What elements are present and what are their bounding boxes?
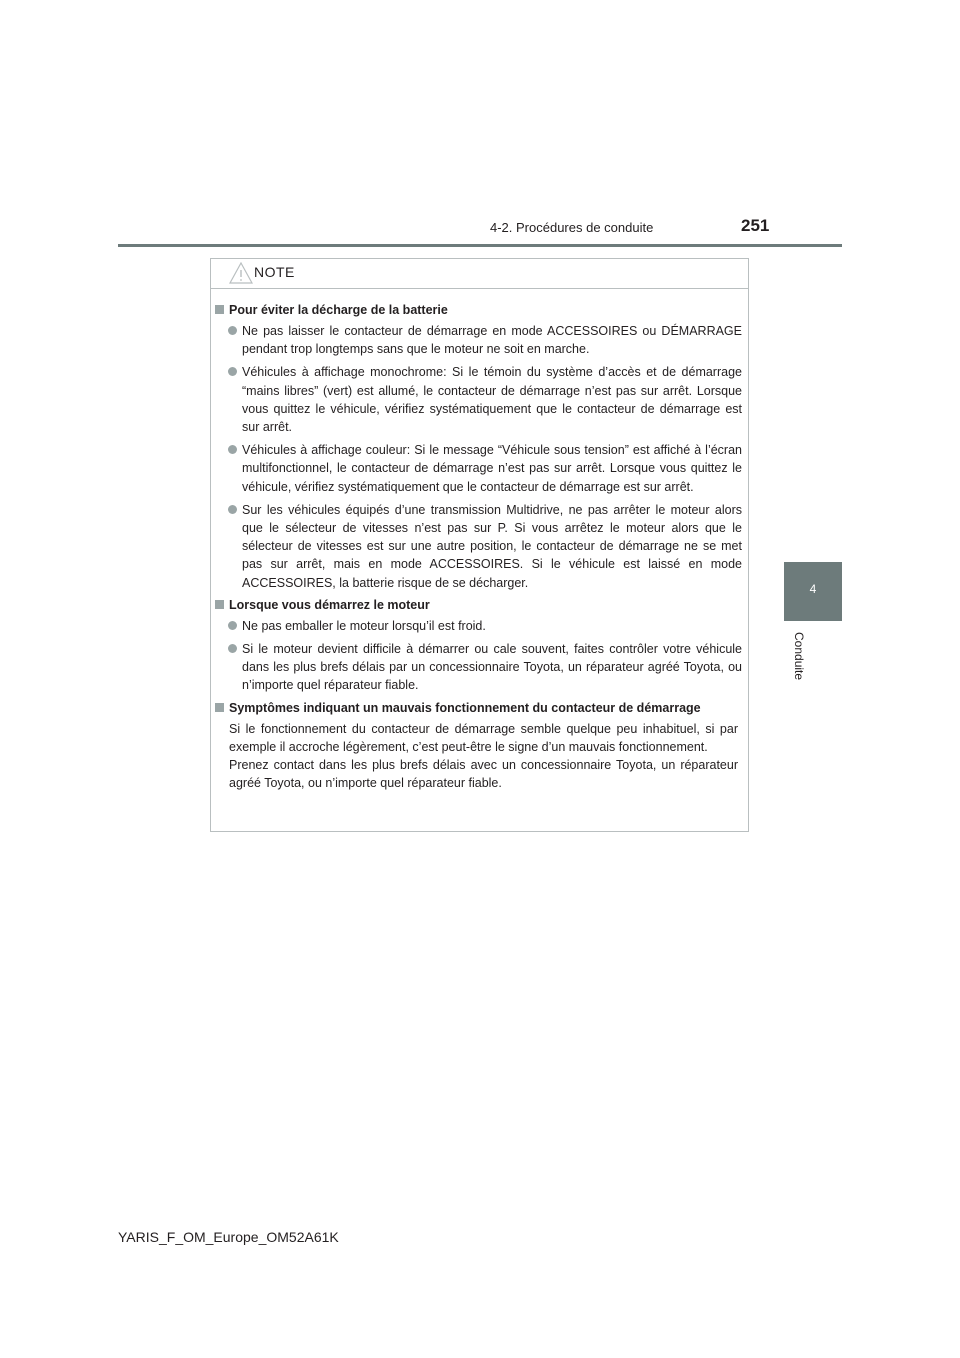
list-item: Si le moteur devient difficile à démarrer ou cale souvent, faites contrôler votre véhicule dans les plus brefs délais par un concessionnaire Toyota, un réparateur agréé Toyota, ou n’importe quel réparateur fiable. (211, 640, 748, 695)
chapter-number: 4 (809, 582, 817, 596)
square-bullet-icon (215, 305, 224, 314)
paragraph: Prenez contact dans les plus brefs délais avec un concessionnaire Toyota, un réparateur agréé Toyota, ou n’importe quel réparateur fiable. (229, 758, 738, 791)
note-content (211, 289, 748, 792)
section-heading: Symptômes indiquant un mauvais fonctionnement du contacteur de démarrage (211, 699, 748, 717)
round-bullet-icon (228, 505, 237, 514)
round-bullet-icon (228, 326, 237, 335)
chapter-label: Conduite (792, 632, 806, 681)
warning-triangle-icon (229, 262, 253, 284)
list-item: Ne pas emballer le moteur lorsqu’il est froid. (211, 617, 748, 635)
note-box (210, 258, 749, 832)
document-code: YARIS_F_OM_Europe_OM52A61K (118, 1229, 339, 1245)
section-header: 4-2. Procédures de conduite (490, 220, 654, 235)
square-bullet-icon (215, 600, 224, 609)
section-heading: Pour éviter la décharge de la batterie (211, 301, 748, 319)
chapter-tab (784, 562, 842, 621)
list-item: Ne pas laisser le contacteur de démarrage en mode ACCESSOIRES ou DÉMARRAGE pendant trop longtemps sans que le moteur ne soit en marche. (211, 322, 748, 358)
note-title: NOTE (254, 264, 295, 280)
header-divider (118, 244, 842, 247)
list-item: Véhicules à affichage monochrome: Si le témoin du système d’accès et de démarrage “mains libres” (vert) est allumé, le contacteur de démarrage n’est pas sur arrêt. Lorsque vous quittez le véhicule, vérifiez systématiquement que le contacteur de démarrage est sur arrêt. (211, 363, 748, 436)
section-heading: Lorsque vous démarrez le moteur (211, 596, 748, 614)
list-item: Sur les véhicules équipés d’une transmission Multidrive, ne pas arrêter le moteur alors que le sélecteur de vitesses n’est pas sur P. Si vous arrêtez le moteur alors que le sélecteur de vitesses est sur une autre position, le contacteur de démarrage ne se met pas sur arrêt, mais en mode ACCESSOIRES. Si le véhicule est laissé en mode ACCESSOIRES, la batterie risque de se décharger. (211, 501, 748, 592)
round-bullet-icon (228, 367, 237, 376)
list-item: Véhicules à affichage couleur: Si le message “Véhicule sous tension” est affiché à l’écran multifonctionnel, le contacteur de démarrage n’est pas sur arrêt. Lorsque vous quittez le véhicule, vérifiez systématiquement que le contacteur de démarrage est sur arrêt. (211, 441, 748, 496)
round-bullet-icon (228, 445, 237, 454)
round-bullet-icon (228, 644, 237, 653)
round-bullet-icon (228, 621, 237, 630)
square-bullet-icon (215, 703, 224, 712)
paragraph: Si le fonctionnement du contacteur de démarrage semble quelque peu inhabituel, si par exemple il accroche légèrement, c’est peut-être le signe d’un mauvais fonctionnement. (229, 721, 738, 754)
note-header (211, 259, 748, 289)
page-number: 251 (741, 216, 770, 235)
